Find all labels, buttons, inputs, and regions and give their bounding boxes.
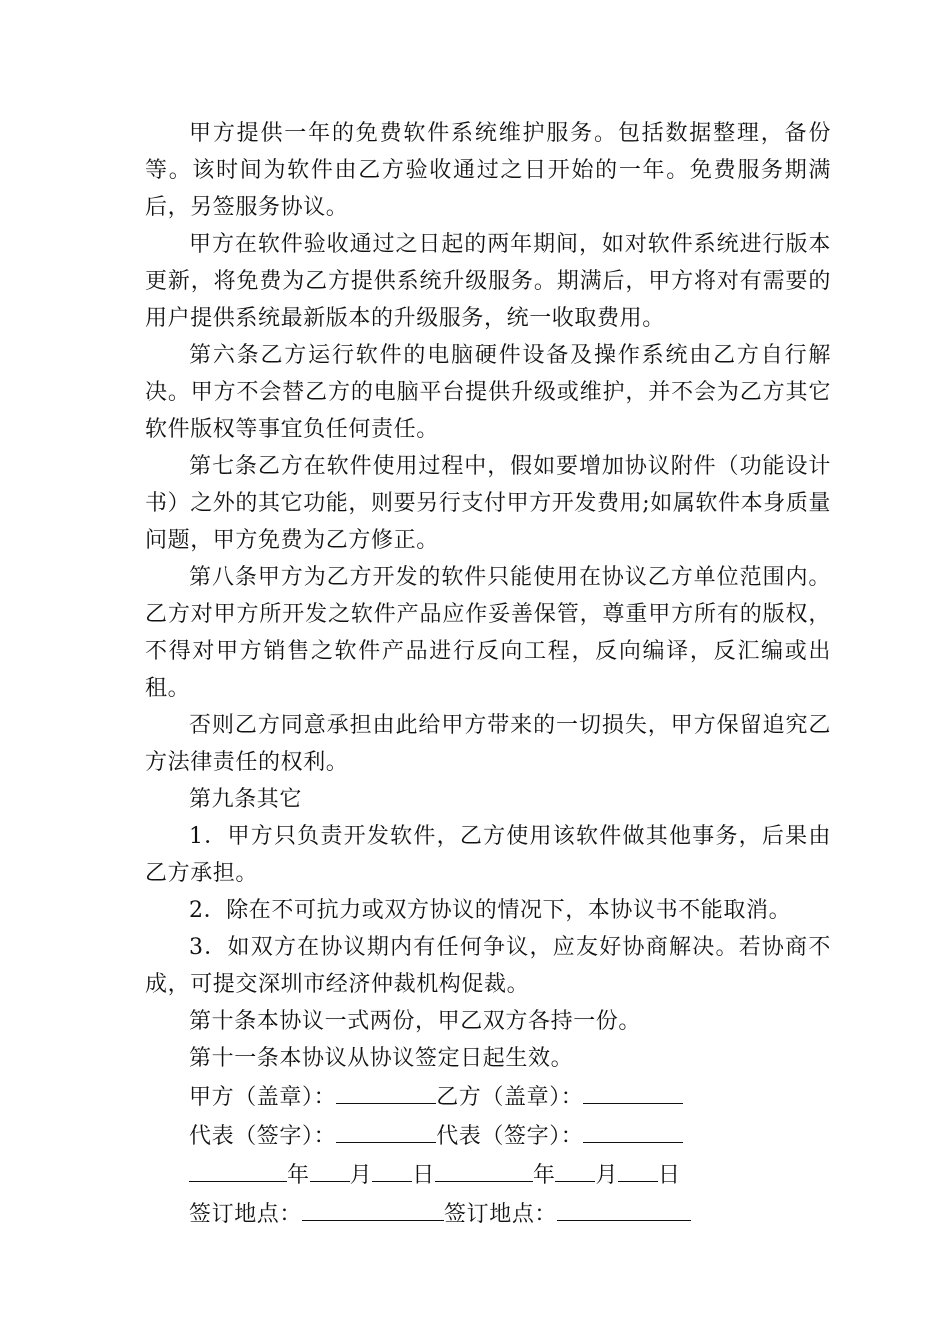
date-b-month-label: 月: [595, 1163, 619, 1188]
party-a-seal-label: 甲方（盖章）：: [189, 1085, 337, 1110]
date-b-day-blank: [618, 1155, 658, 1182]
paragraph-article-10: 第十条本协议一式两份，甲乙双方各持一份。: [189, 1009, 642, 1034]
date-a-month-label: 月: [349, 1163, 373, 1188]
clause-9-2: 2．除在不可抗力或双方协议的情况下，本协议书不能取消。: [189, 898, 792, 923]
seal-line: [145, 1077, 831, 1116]
date-b-year-label: 年: [532, 1163, 556, 1188]
date-a-month-blank: [310, 1155, 350, 1182]
date-a-year-label: 年: [287, 1163, 310, 1188]
rep-a-sign-label: 代表（签字）：: [189, 1124, 337, 1149]
rep-b-sign-label: 代表（签字）：: [436, 1124, 584, 1149]
date-a-day-label: 日: [412, 1163, 435, 1188]
party-a-seal-blank: [336, 1077, 436, 1104]
paragraph-upgrade: 甲方在软件验收通过之日起的两年期间，如对软件系统进行版本更新，将免费为乙方提供系统升级服务。期满后，甲方将对有需要的用户提供系统最新版本的升级服务，统一收取费用。: [145, 232, 831, 331]
date-b-year-blank: [435, 1155, 533, 1182]
paragraph-article-7: 第七条乙方在软件使用过程中，假如要增加协议附件（功能设计书）之外的其它功能，则要另行支付甲方开发费用;如属软件本身质量问题，甲方免费为乙方修正。: [145, 454, 832, 553]
paragraph-article-8: 第八条甲方为乙方开发的软件只能使用在协议乙方单位范围内。乙方对甲方所开发之软件产品应作妥善保管，尊重甲方所有的版权，不得对甲方销售之软件产品进行反向工程，反向编译，反汇编或出租。: [145, 565, 831, 701]
paragraph-article-11: 第十一条本协议从协议签定日起生效。: [189, 1046, 574, 1071]
rep-b-sign-blank: [583, 1116, 683, 1143]
clause-9-1: 1．甲方只负责开发软件，乙方使用该软件做其他事务，后果由乙方承担。: [145, 824, 831, 886]
place-b-blank: [557, 1194, 691, 1221]
clause-9-3: 3．如双方在协议期内有任何争议，应友好协商解决。若协商不成，可提交深圳市经济仲裁机构促裁。: [145, 935, 831, 997]
party-b-seal-blank: [583, 1077, 683, 1104]
contract-page: [145, 115, 831, 1233]
place-line: [145, 1194, 831, 1233]
place-a-blank: [302, 1194, 444, 1221]
party-b-seal-label: 乙方（盖章）：: [436, 1085, 584, 1110]
paragraph-article-6: 第六条乙方运行软件的电脑硬件设备及操作系统由乙方自行解决。甲方不会替乙方的电脑平台提供升级或维护，并不会为乙方其它软件版权等事宜负任何责任。: [145, 343, 831, 442]
paragraph-liability: 否则乙方同意承担由此给甲方带来的一切损失，甲方保留追究乙方法律责任的权利。: [145, 713, 831, 775]
date-a-day-blank: [372, 1155, 412, 1182]
place-a-label: 签订地点：: [189, 1202, 303, 1227]
signature-line: [145, 1116, 831, 1155]
date-b-day-label: 日: [658, 1163, 681, 1188]
date-a-year-blank: [189, 1155, 287, 1182]
date-line: [145, 1155, 831, 1194]
heading-article-9: 第九条其它: [189, 787, 303, 812]
date-b-month-blank: [555, 1155, 595, 1182]
paragraph-maintenance: 甲方提供一年的免费软件系统维护服务。包括数据整理，备份等。该时间为软件由乙方验收通过之日开始的一年。免费服务期满后，另签服务协议。: [145, 121, 831, 220]
place-b-label: 签订地点：: [444, 1202, 558, 1227]
rep-a-sign-blank: [336, 1116, 436, 1143]
